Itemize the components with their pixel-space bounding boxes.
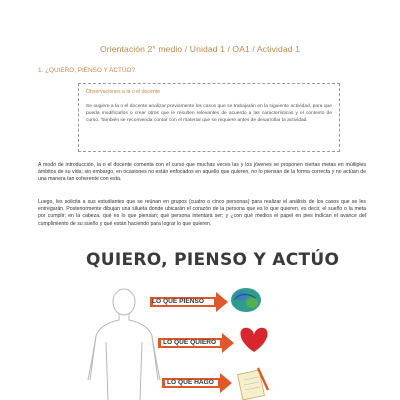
human-silhouette-icon <box>88 289 160 400</box>
label-want: LO QUE QUIERO <box>163 339 217 346</box>
label-think: LO QUE PIENSO <box>152 298 205 305</box>
quiero-pienso-actuo-diagram <box>86 250 340 400</box>
observations-title: Observaciones a la o el docente <box>86 89 161 95</box>
notepad-icon <box>238 368 268 400</box>
observations-text: Se sugiere a la o el docente analizar previamente los casos que se trabajarán en la siguiente actividad, para que pueda modificarlos o crear otros que le resulten relevantes de acuerdo a las características y el contexto de curso. También se recomienda contar con el material que se requiere antes de desarrollar la actividad. <box>86 104 332 124</box>
document-title: Orientación 2° medio / Unidad 1 / OA1 / Actividad 1 <box>99 44 301 54</box>
diagram-illustration <box>86 250 340 400</box>
label-do: LO QUE HAGO <box>167 379 214 386</box>
intro-paragraph: A modo de introducción, la o el docente comenta con el curso que muchas veces las y los jóvenes se proponen ciertas metas en múltiples ámbitos de su vida; sin embargo, en ocasiones no están enfocados en aquello que quieren, no lo piensan de la forma correcta y no actúan de una manera tan coherente con esta. <box>38 162 366 183</box>
observations-box <box>78 83 340 152</box>
brain-icon <box>231 288 261 312</box>
section-heading: 1. ¿QUIERO, PIENSO Y ACTÚO? <box>38 67 136 74</box>
heart-icon <box>240 328 267 352</box>
diagram-title: QUIERO, PIENSO Y ACTÚO <box>86 250 340 270</box>
instructions-paragraph: Luego, les solicita a sus estudiantes que se reúnan en grupos (cuatro o cinco personas) para realizar el análisis de los casos que se les entregarán. Posteriormente dibujan una silueta donde ubicarán el corazón de la persona que es lo que quieren, es decir, el sueño o la meta por cumplir; en la cabeza, qué es lo que piensan; qué persona intentará ser; y ¿con qué medios el papel en pies indican el avance del cumplimiento de su sueño y qué están haciendo para lograr lo que quieren. <box>38 199 366 227</box>
